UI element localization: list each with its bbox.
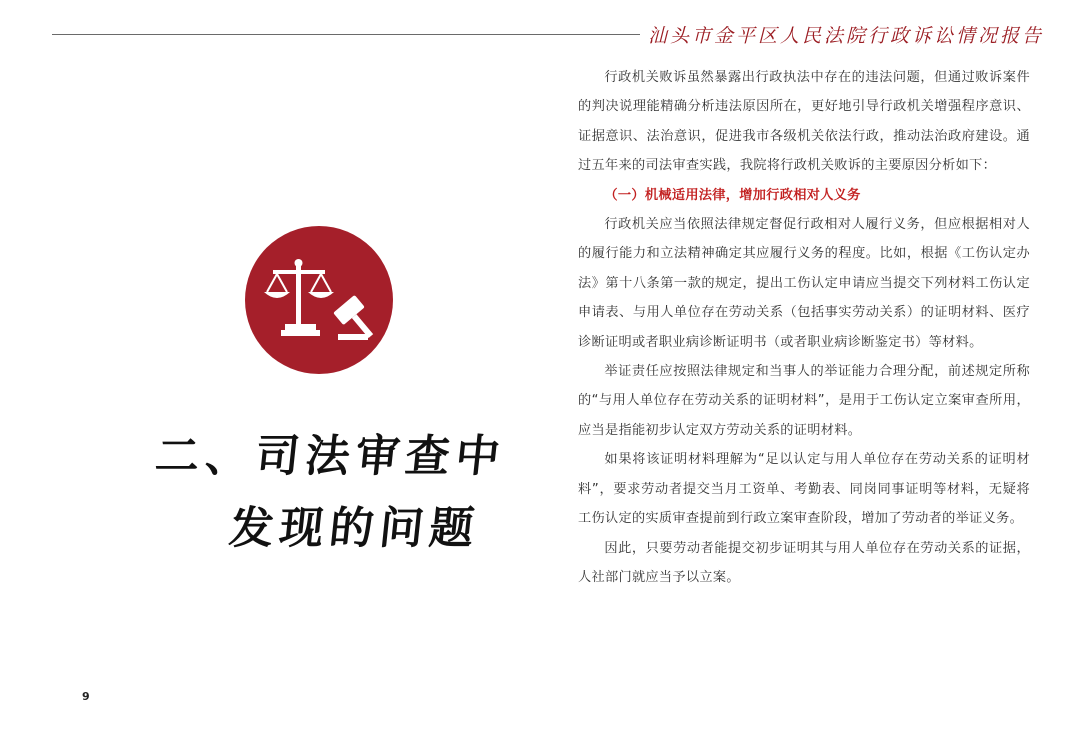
body-text-column <box>578 63 1030 592</box>
paragraph: 举证责任应按照法律规定和当事人的举证能力合理分配，前述规定所称的“与用人单位存在劳动关系的证明材料”，是用于工伤认定立案审查所用，应当是指能初步认定双方劳动关系的证明材料。 <box>578 364 1030 438</box>
header-rule <box>52 34 640 35</box>
page-number: 9 <box>82 690 90 703</box>
paragraph: 行政机关应当依照法律规定督促行政相对人履行义务，但应根据相对人的履行能力和立法精神确定其应履行义务的程度。比如，根据《工伤认定办法》第十八条第一款的规定，提出工伤认定申请应当提交下列材料工伤认定申请表、与用人单位存在劳动关系（包括事实劳动关系）的证明材料、医疗诊断证明或者职业病诊断证明书（或者职业病诊断鉴定书）等材料。 <box>578 217 1030 350</box>
paragraph: 行政机关败诉虽然暴露出行政执法中存在的违法问题，但通过败诉案件的判决说理能精确分析违法原因所在，更好地引导行政机关增强程序意识、证据意识、法治意识，促进我市各级机关依法行政，推动法治政府建设。通过五年来的司法审查实践，我院将行政机关败诉的主要原因分析如下： <box>578 70 1030 174</box>
report-header-title: 汕头市金平区人民法院行政诉讼情况报告 <box>648 25 1045 47</box>
paragraph: 如果将该证明材料理解为“足以认定与用人单位存在劳动关系的证明材料”，要求劳动者提交当月工资单、考勤表、同岗同事证明等材料，无疑将工伤认定的实质审查提前到行政立案审查阶段，增加了劳动者的举证义务。 <box>578 452 1030 527</box>
section-title-line1: 二、司法审查中 <box>152 431 509 482</box>
section-title-line2: 发现的问题 <box>226 503 483 554</box>
paragraph: 因此，只要劳动者能提交初步证明其与用人单位存在劳动关系的证据，人社部门就应当予以立案。 <box>578 540 1030 585</box>
scales-and-gavel-icon <box>245 226 393 374</box>
subsection-heading: （一）机械适用法律，增加行政相对人义务 <box>604 187 861 203</box>
